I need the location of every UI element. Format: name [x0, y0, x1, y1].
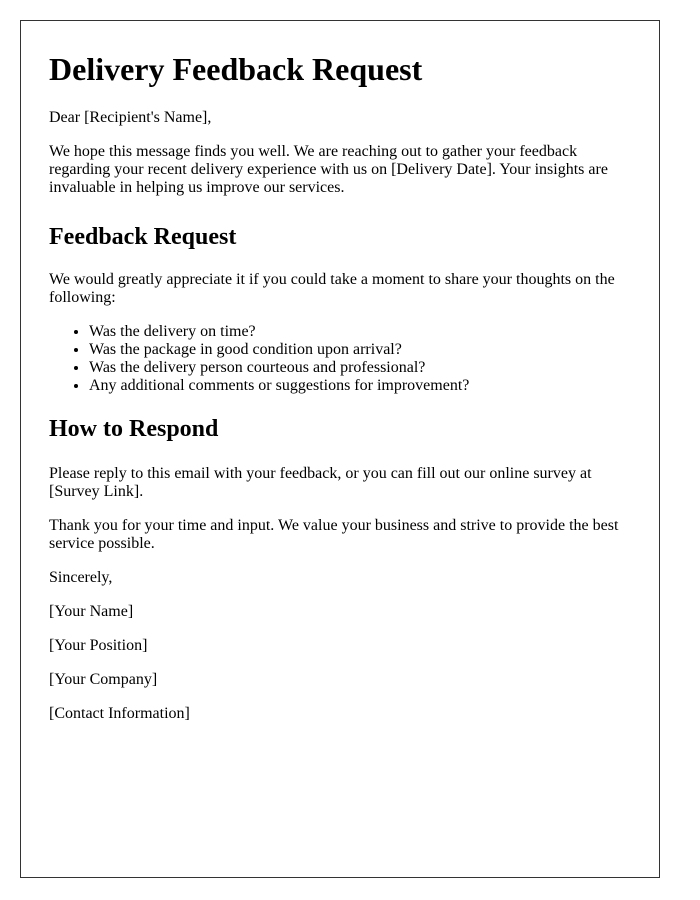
signature-position: [Your Position] [49, 637, 148, 654]
list-item: • Was the delivery on time? [89, 323, 631, 341]
signature-contact: [Contact Information] [49, 705, 190, 722]
letter-page [20, 20, 660, 878]
intro-paragraph: We hope this message finds you well. We are reaching out to gather your feedback regarding your recent delivery experience with us on [Delivery Date]. Your insights are invaluable in helping us improve our services. [49, 143, 608, 196]
signature-name: [Your Name] [49, 603, 134, 620]
list-item: • Any additional comments or suggestions for improvement? [89, 377, 631, 395]
greeting: Dear [Recipient's Name], [49, 109, 212, 126]
list-item: • Was the delivery person courteous and professional? [89, 359, 631, 377]
feedback-request-heading: Feedback Request [49, 224, 237, 250]
thanks-paragraph: Thank you for your time and input. We value your business and strive to provide the best service possible. [49, 517, 619, 552]
list-item: • Was the package in good condition upon arrival? [89, 341, 631, 359]
signature-company: [Your Company] [49, 671, 158, 688]
closing: Sincerely, [49, 569, 113, 586]
letter-title: Delivery Feedback Request [49, 51, 423, 87]
how-to-respond-heading: How to Respond [49, 416, 219, 442]
respond-instructions: Please reply to this email with your feedback, or you can fill out our online survey at [Survey Link]. [49, 465, 592, 500]
feedback-question-list [49, 323, 631, 395]
feedback-request-intro: We would greatly appreciate it if you could take a moment to share your thoughts on the following: [49, 271, 615, 306]
